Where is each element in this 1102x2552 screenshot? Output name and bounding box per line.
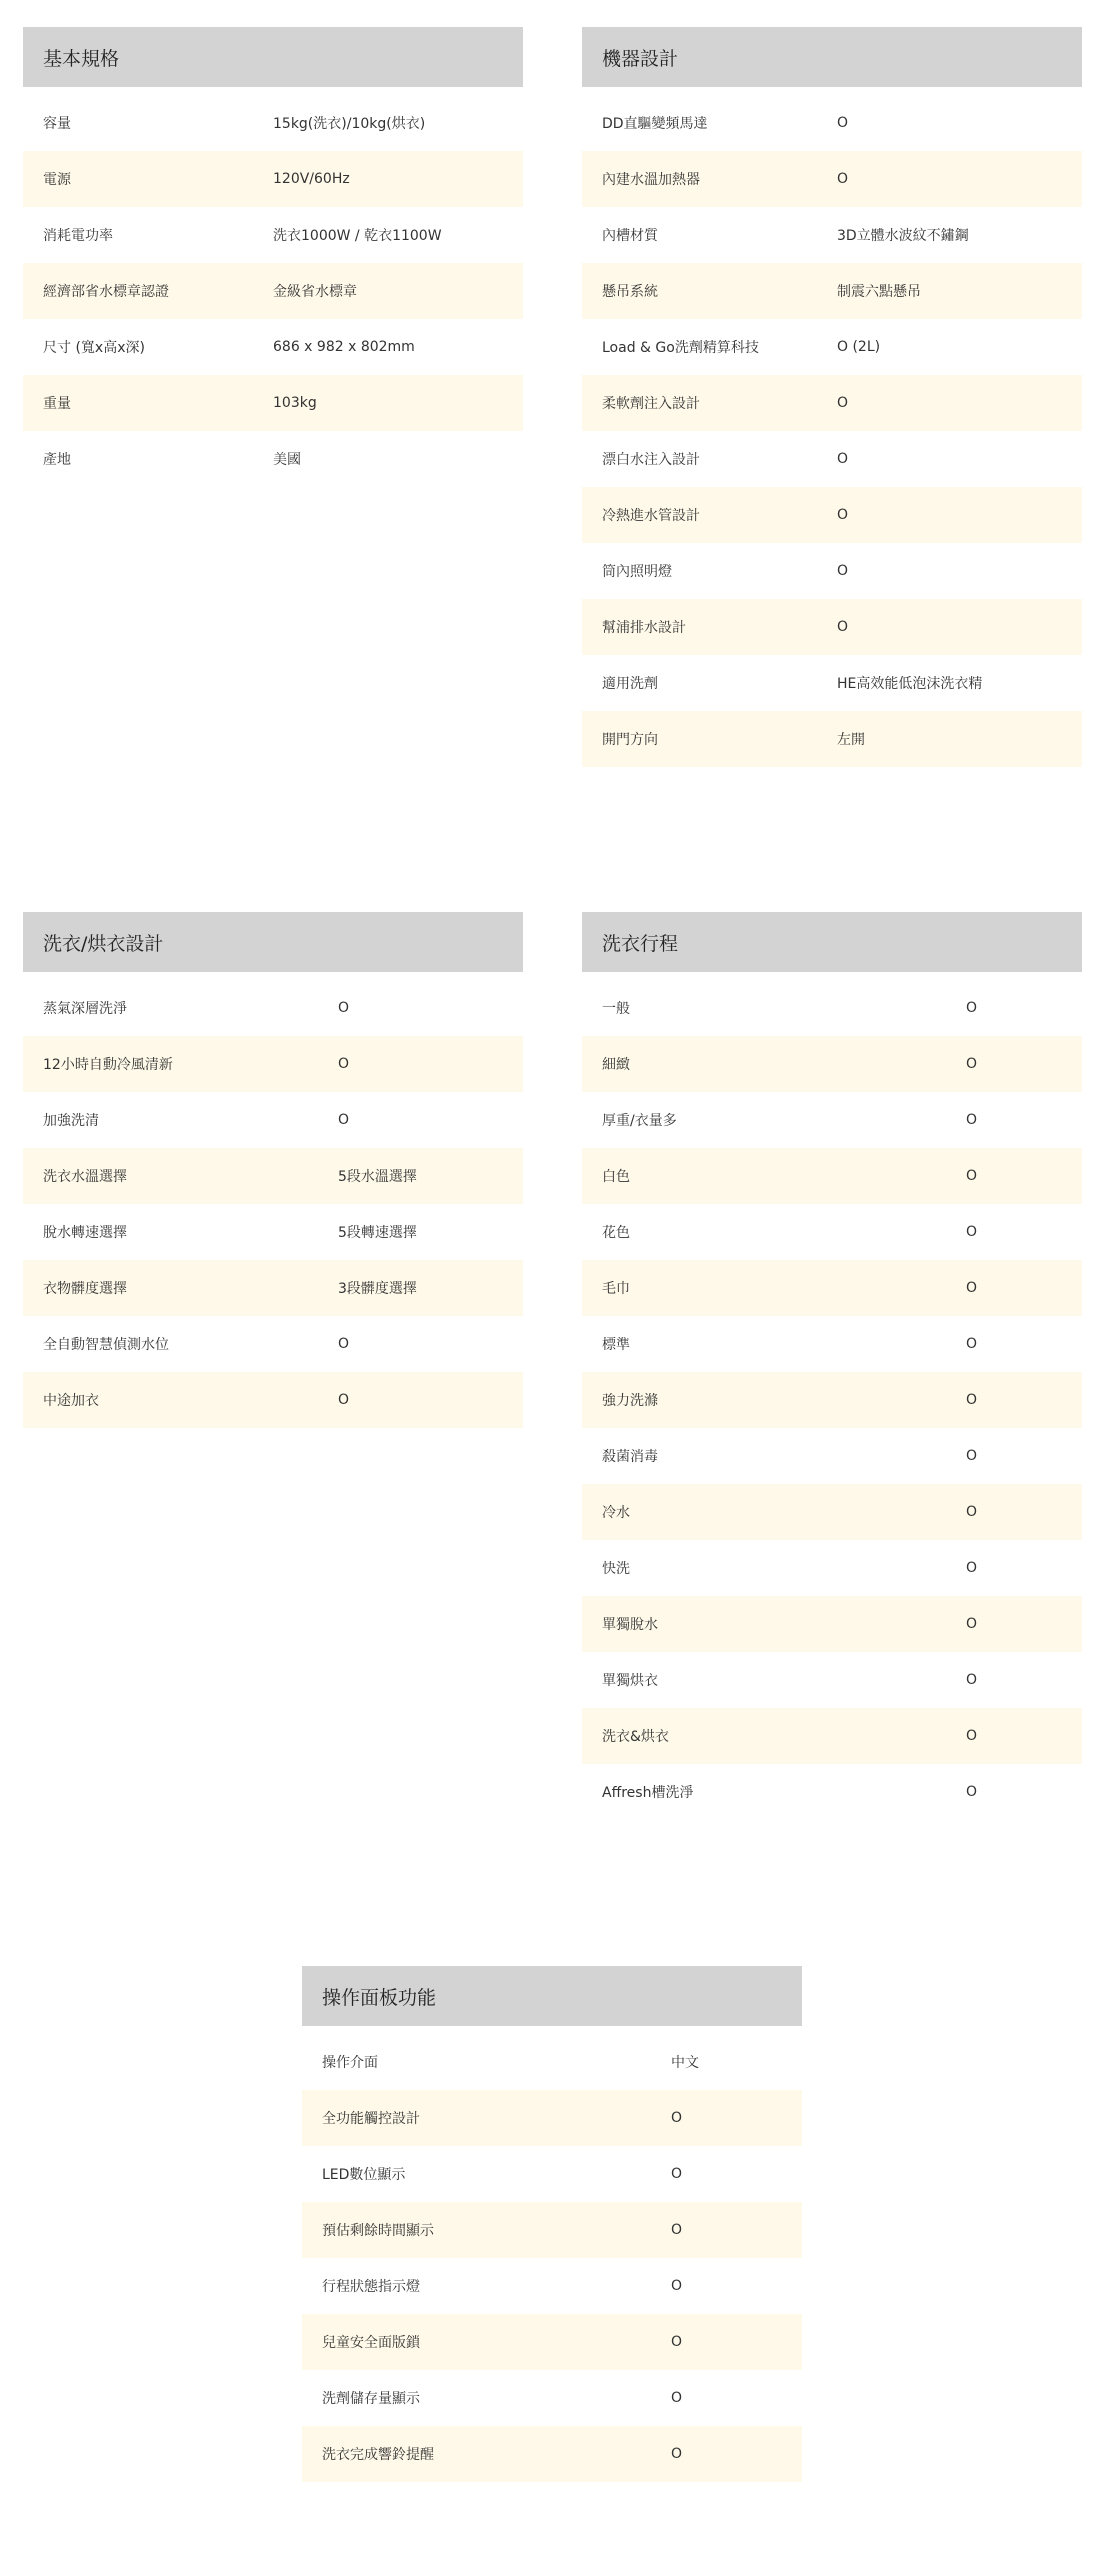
row-label: 適用洗劑: [602, 676, 658, 692]
section-header: [582, 27, 1082, 87]
table-row: [302, 2034, 802, 2090]
row-label: 蒸氣深層洗淨: [43, 1001, 127, 1017]
row-value: O: [671, 2278, 683, 2294]
row-value: 15kg(洗衣)/10kg(烘衣): [273, 116, 426, 132]
row-label: 快洗: [602, 1561, 630, 1577]
table-row: [582, 1428, 1082, 1484]
row-label: 容量: [43, 116, 71, 132]
table-row: [582, 1204, 1082, 1260]
row-label: 筒內照明燈: [602, 564, 672, 580]
row-label: 中途加衣: [43, 1393, 99, 1409]
row-label: 單獨烘衣: [602, 1673, 658, 1689]
row-value: 3段髒度選擇: [338, 1281, 417, 1297]
row-label: 開門方向: [602, 732, 658, 748]
row-value: 5段轉速選擇: [338, 1225, 417, 1241]
row-label: 幫浦排水設計: [602, 620, 686, 636]
section-title: 洗衣/烘衣設計: [43, 932, 164, 955]
table-row: [23, 375, 523, 431]
table-row: [302, 2258, 802, 2314]
row-value: O: [966, 1672, 978, 1688]
spec-table-machine-design: [582, 27, 1082, 767]
row-value: HE高效能低泡沫洗衣精: [837, 676, 983, 692]
row-value: 制震六點懸吊: [837, 284, 921, 300]
row-label: 消耗電功率: [43, 228, 113, 244]
spec-table-control-panel: [302, 1966, 802, 2482]
row-value: O: [966, 1224, 978, 1240]
row-value: O: [966, 1560, 978, 1576]
table-row: [23, 1316, 523, 1372]
row-value: O: [837, 171, 849, 187]
row-label: 操作介面: [322, 2055, 378, 2071]
table-row: [23, 207, 523, 263]
row-value: O: [338, 1392, 350, 1408]
row-value: 5段水溫選擇: [338, 1169, 417, 1185]
row-value: 金級省水標章: [273, 284, 357, 300]
row-value: O: [966, 1168, 978, 1184]
row-label: 脫水轉速選擇: [43, 1225, 127, 1241]
row-value: O: [966, 1728, 978, 1744]
row-value: 美國: [273, 452, 301, 468]
row-label: 懸吊系統: [602, 284, 658, 300]
row-value: 120V/60Hz: [273, 171, 350, 187]
row-label: 一般: [602, 1001, 630, 1017]
table-row: [302, 2370, 802, 2426]
row-value: O: [966, 1056, 978, 1072]
row-value: O: [966, 1616, 978, 1632]
spec-rows: [582, 95, 1082, 767]
row-label: 漂白水注入設計: [602, 452, 700, 468]
table-row: [23, 151, 523, 207]
table-row: [582, 431, 1082, 487]
row-label: 白色: [602, 1169, 630, 1185]
spec-table-basic: [23, 27, 523, 487]
table-row: [582, 711, 1082, 767]
table-row: [582, 207, 1082, 263]
table-row: [582, 543, 1082, 599]
row-label: Load & Go洗劑精算科技: [602, 340, 759, 356]
spec-rows: [302, 2034, 802, 2482]
row-value: 103kg: [273, 395, 317, 411]
table-row: [582, 1092, 1082, 1148]
section-title: 操作面板功能: [322, 1986, 437, 2009]
table-row: [23, 431, 523, 487]
spec-rows: [23, 95, 523, 487]
row-value: O: [966, 1280, 978, 1296]
row-value: O: [338, 1056, 350, 1072]
table-row: [582, 1372, 1082, 1428]
table-row: [582, 487, 1082, 543]
row-label: 標準: [602, 1337, 630, 1353]
row-value: 686 x 982 x 802mm: [273, 339, 415, 355]
table-row: [582, 1708, 1082, 1764]
row-label: 經濟部省水標章認證: [43, 284, 169, 300]
row-value: O (2L): [837, 339, 881, 355]
row-value: O: [966, 1504, 978, 1520]
row-label: 加強洗清: [43, 1113, 99, 1129]
row-label: 尺寸 (寬x高x深): [43, 340, 145, 356]
table-row: [582, 1260, 1082, 1316]
table-row: [582, 1540, 1082, 1596]
row-label: 全自動智慧偵測水位: [43, 1337, 169, 1353]
row-value: O: [837, 451, 849, 467]
row-label: 冷熱進水管設計: [602, 508, 700, 524]
section-title: 基本規格: [43, 47, 120, 70]
table-row: [23, 263, 523, 319]
row-value: 洗衣1000W / 乾衣1100W: [273, 228, 442, 244]
table-row: [302, 2202, 802, 2258]
row-label: 厚重/衣量多: [602, 1113, 677, 1129]
row-label: 行程狀態指示燈: [322, 2279, 420, 2295]
row-label: 內建水溫加熱器: [602, 172, 700, 188]
row-label: 預估剩餘時間顯示: [322, 2223, 434, 2239]
table-row: [582, 95, 1082, 151]
row-value: O: [966, 1112, 978, 1128]
section-header: [302, 1966, 802, 2026]
row-value: O: [837, 619, 849, 635]
section-title: 機器設計: [602, 47, 679, 70]
row-value: O: [966, 1392, 978, 1408]
table-row: [582, 980, 1082, 1036]
table-row: [23, 980, 523, 1036]
table-row: [582, 1652, 1082, 1708]
table-row: [582, 1036, 1082, 1092]
spec-table-wash-dry-design: [23, 912, 523, 1428]
table-row: [582, 319, 1082, 375]
row-label: DD直驅變頻馬達: [602, 116, 708, 132]
row-value: O: [966, 1784, 978, 1800]
table-row: [23, 319, 523, 375]
table-row: [582, 599, 1082, 655]
table-row: [302, 2146, 802, 2202]
table-row: [582, 1316, 1082, 1372]
row-value: O: [966, 1000, 978, 1016]
row-label: 產地: [43, 452, 71, 468]
row-label: 花色: [602, 1225, 630, 1241]
row-value: O: [338, 1000, 350, 1016]
table-row: [302, 2314, 802, 2370]
row-label: 衣物髒度選擇: [43, 1281, 127, 1297]
table-row: [582, 1484, 1082, 1540]
table-row: [23, 1372, 523, 1428]
row-label: LED數位顯示: [322, 2167, 406, 2183]
table-row: [23, 1148, 523, 1204]
row-label: 洗衣完成響鈴提醒: [322, 2447, 434, 2463]
spec-rows: [582, 980, 1082, 1820]
section-header: [23, 27, 523, 87]
row-label: Affresh槽洗淨: [602, 1785, 694, 1801]
table-row: [23, 95, 523, 151]
row-value: O: [837, 115, 849, 131]
row-value: 3D立體水波紋不鏽鋼: [837, 228, 969, 244]
row-label: 強力洗滌: [602, 1393, 658, 1409]
table-row: [23, 1036, 523, 1092]
table-row: [582, 1148, 1082, 1204]
row-value: O: [338, 1112, 350, 1128]
row-value: O: [837, 563, 849, 579]
row-label: 重量: [43, 396, 71, 412]
row-label: 細緻: [602, 1057, 630, 1073]
table-row: [23, 1092, 523, 1148]
row-value: O: [338, 1336, 350, 1352]
spec-table-wash-programs: [582, 912, 1082, 1820]
row-label: 12小時自動冷風清新: [43, 1057, 173, 1073]
table-row: [23, 1260, 523, 1316]
row-label: 毛巾: [602, 1281, 630, 1297]
row-label: 內槽材質: [602, 228, 658, 244]
table-row: [302, 2090, 802, 2146]
row-label: 殺菌消毒: [602, 1449, 658, 1465]
table-row: [582, 263, 1082, 319]
row-label: 兒童安全面版鎖: [322, 2335, 420, 2351]
row-value: O: [671, 2390, 683, 2406]
row-value: 中文: [671, 2055, 699, 2071]
row-label: 冷水: [602, 1505, 630, 1521]
row-value: O: [837, 507, 849, 523]
row-label: 柔軟劑注入設計: [602, 396, 700, 412]
row-value: 左開: [837, 732, 865, 748]
table-row: [302, 2426, 802, 2482]
table-row: [582, 655, 1082, 711]
table-row: [582, 151, 1082, 207]
row-value: O: [671, 2222, 683, 2238]
row-label: 單獨脫水: [602, 1617, 658, 1633]
table-row: [582, 1764, 1082, 1820]
row-value: O: [966, 1448, 978, 1464]
row-value: O: [837, 395, 849, 411]
table-row: [582, 375, 1082, 431]
row-label: 洗劑儲存量顯示: [322, 2391, 420, 2407]
row-label: 電源: [43, 172, 71, 188]
row-value: O: [671, 2446, 683, 2462]
row-value: O: [966, 1336, 978, 1352]
row-label: 洗衣水溫選擇: [43, 1169, 127, 1185]
section-title: 洗衣行程: [602, 932, 679, 955]
row-label: 洗衣&烘衣: [602, 1729, 669, 1745]
row-value: O: [671, 2166, 683, 2182]
table-row: [582, 1596, 1082, 1652]
row-label: 全功能觸控設計: [322, 2111, 420, 2127]
section-header: [23, 912, 523, 972]
row-value: O: [671, 2334, 683, 2350]
spec-rows: [23, 980, 523, 1428]
section-header: [582, 912, 1082, 972]
table-row: [23, 1204, 523, 1260]
row-value: O: [671, 2110, 683, 2126]
